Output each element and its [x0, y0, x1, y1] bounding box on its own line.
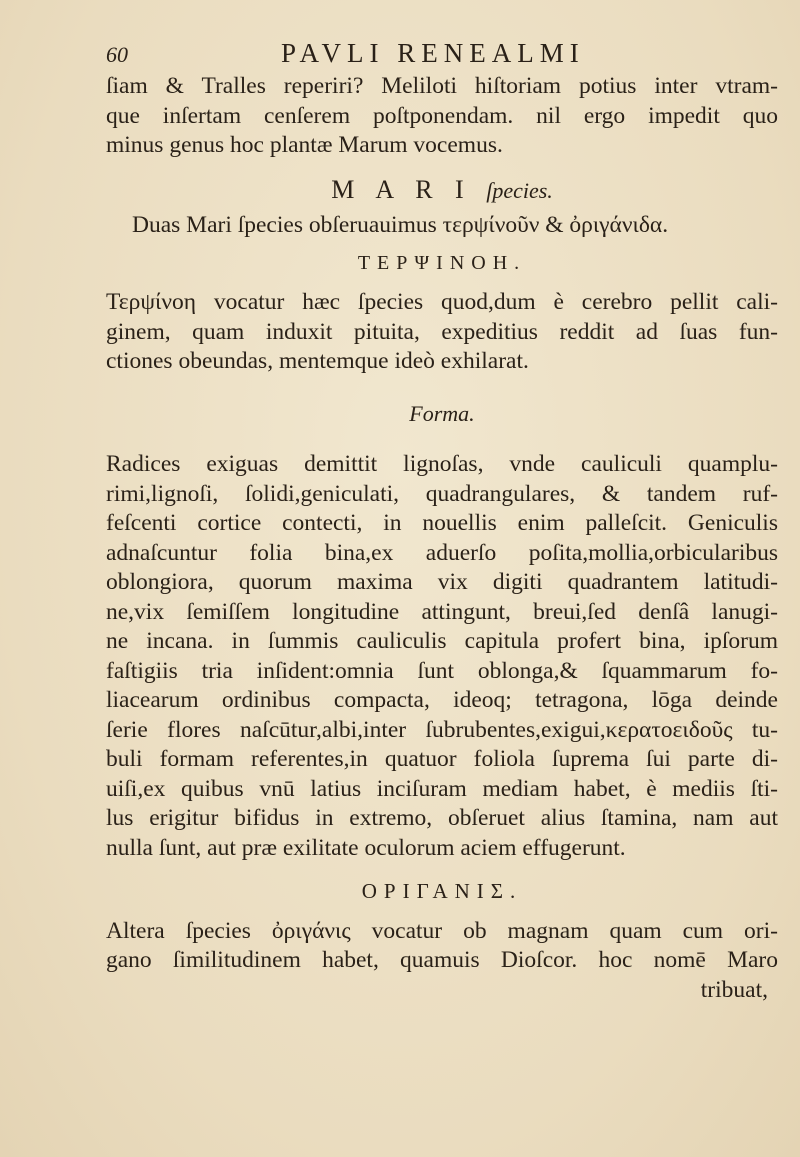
text-line: rimi,lignoſi, ſolidi,geniculati, quadrangulares, & tandem ruf- [106, 480, 778, 507]
paragraph-terpsinoe [106, 288, 778, 377]
text-line: Altera ſpecies ὀριγάνις vocatur ob magnam quam cum ori- [106, 917, 778, 944]
text-line: ſerie flores naſcūtur,albi,inter ſubrubentes,exigui,κερατοειδοῦς tu- [106, 716, 778, 743]
paragraph-species [106, 211, 778, 241]
text-line: faſtigiis tria inſident:omnia ſunt oblonga,& ſquammarum fo- [106, 657, 778, 684]
text-line: que inſertam cenſerem poſtponendam. nil ergo impedit quo [106, 102, 778, 129]
text-line: adnaſcuntur folia bina,ex aduerſo poſita,mollia,orbicularibus [106, 539, 778, 566]
text-line: liacearum ordinibus compacta, ideoq; tetragona, lōga deinde [106, 687, 778, 713]
paragraph-forma [106, 450, 778, 863]
text-line: Τερψίνοη vocatur hæc ſpecies quod,dum è cerebro pellit cali- [106, 289, 778, 315]
text-line: ne incana. in ſummis cauliculis capitula profert bina, ipſorum [106, 628, 778, 654]
paragraph-origanis [106, 917, 778, 1006]
heading-main: M A R I [331, 174, 472, 204]
text-line: oblongiora, quorum maxima vix digiti quadrantem latitudi- [106, 569, 778, 595]
catchword: tribuat, [700, 976, 768, 1003]
section-heading-origanis: ΟΡΙΓΑΝΙΣ. [361, 879, 523, 903]
page-body [106, 72, 778, 1005]
text-line: nulla ſunt, aut præ exilitate oculorum aciem effugerunt. [106, 834, 626, 861]
page-header [106, 38, 776, 74]
text-line: uiſi,ex quibus vnū latius inciſuram mediam habet, è mediis ſti- [106, 775, 778, 802]
text-line: ginem, quam induxit pituita, expeditius reddit ad ſuas fun- [106, 318, 778, 345]
paragraph-intro [106, 72, 778, 161]
text-line: Radices exiguas demittit lignoſas, vnde cauliculi quamplu- [106, 451, 778, 477]
section-heading-terpsinoe: ΤΕΡΨΙΝΟΗ. [357, 251, 527, 274]
section-heading-forma: Forma. [409, 400, 475, 426]
text-line: ſiam & Tralles reperiri? Meliloti hiſtoriam potius inter vtram- [106, 73, 778, 99]
text-line: buli formam referentes,in quatuor foliola ſuprema ſui parte di- [106, 746, 778, 772]
text-line: ctiones obeundas, mentemque ideò exhilarat. [106, 348, 529, 374]
text-line: ne,vix ſemiſſem longitudine attingunt, breui,ſed denſâ lanugi- [106, 598, 778, 625]
text-line: gano ſimilitudinem habet, quamuis Dioſcor. hoc nomē Maro [106, 947, 778, 973]
running-head: PAVLI RENEALMI [281, 38, 585, 68]
heading-sub: ſpecies. [486, 177, 553, 203]
text-line: minus genus hoc plantæ Marum vocemus. [106, 132, 503, 158]
text-line: lus erigitur bifidus in extremo, obſeruet alius ſtamina, nam aut [106, 805, 778, 831]
text-line: feſcenti cortice contecti, in nouellis enim palleſcit. Geniculis [106, 510, 778, 536]
text-line: Duas Mari ſpecies obſeruauimus τερψίνοῦν & ὀριγάνιδα. [132, 212, 669, 238]
section-heading-mari [106, 175, 778, 206]
page-number: 60 [106, 42, 128, 67]
